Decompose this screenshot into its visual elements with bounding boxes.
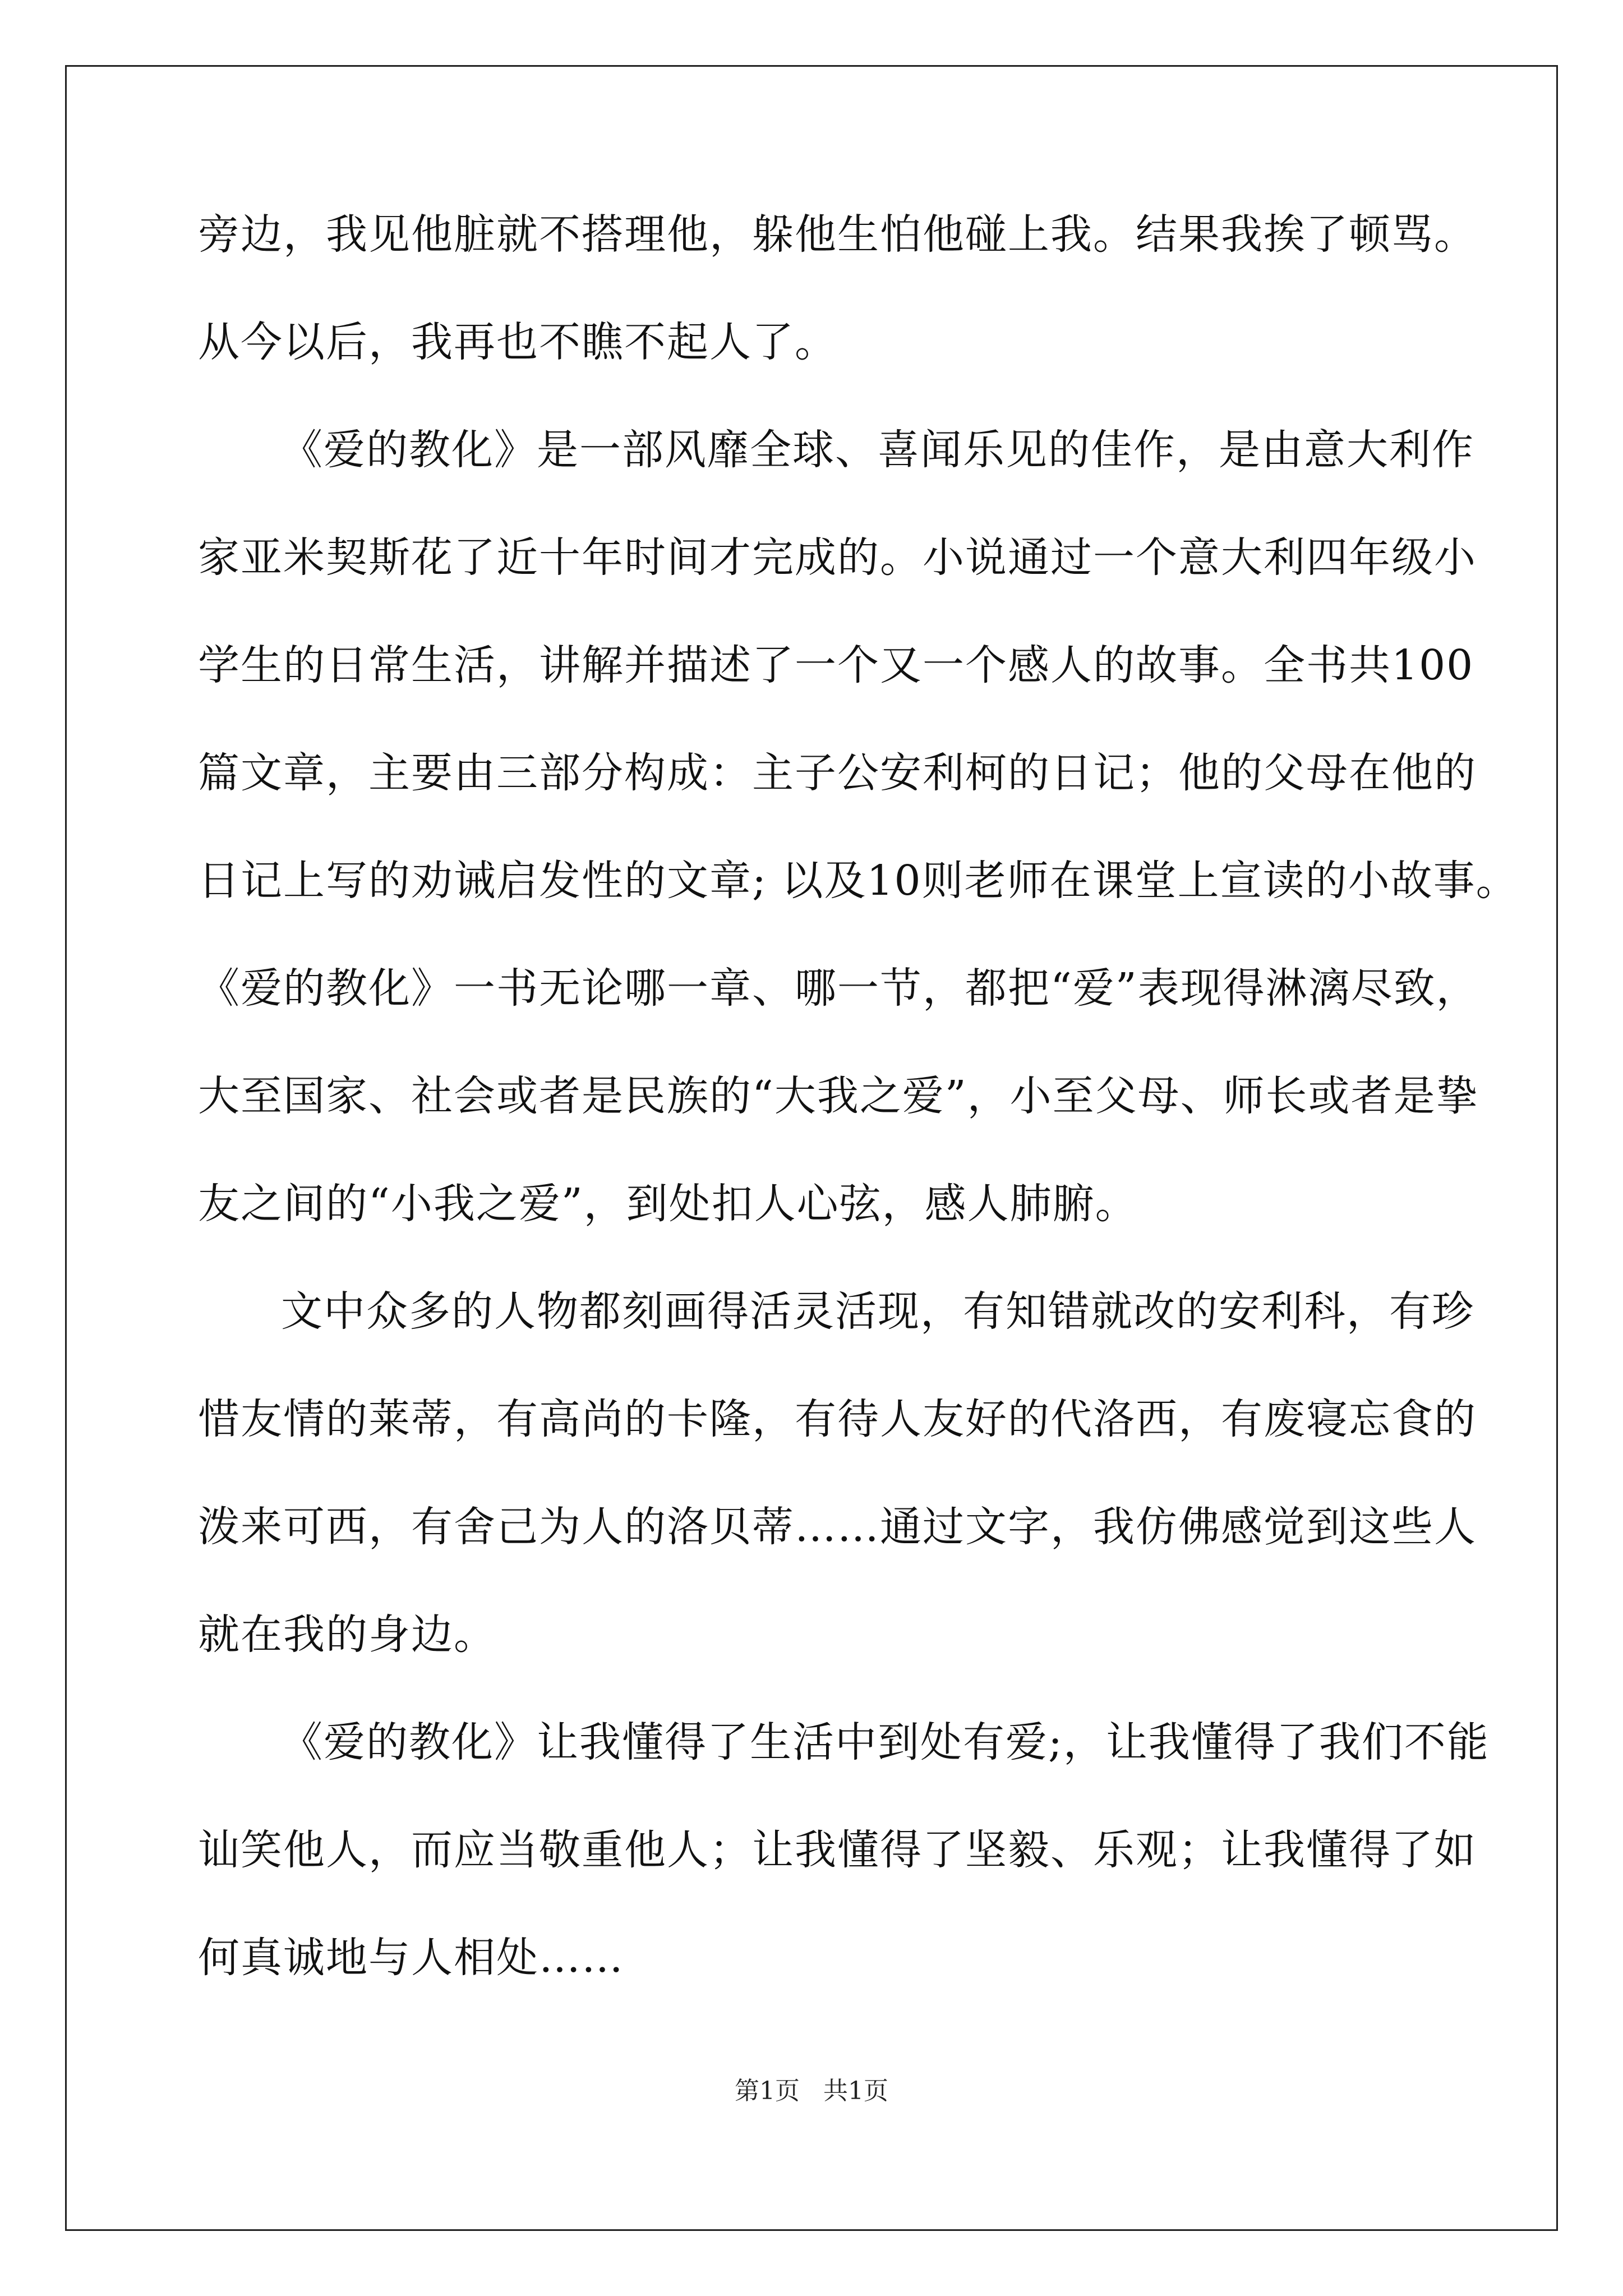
text-line: 《爱的教化》是一部风靡全球、喜闻乐见的佳作，是由意大利作 [281,426,1474,474]
text-line: 讪笑他人，而应当敬重他人；让我懂得了坚毅、乐观；让我懂得了如 [198,1826,1477,1874]
text-line: 日记上写的劝诫启发性的文章; 以及10则老师在课堂上宣读的小故事。 [198,857,1519,905]
text-line: 惜友情的莱蒂，有高尚的卡隆，有待人友好的代洛西，有废寝忘食的 [198,1395,1477,1443]
text-line: 学生的日常生活，讲解并描述了一个又一个感人的故事。全书共100 [198,641,1474,689]
text-line: 文中众多的人物都刻画得活灵活现，有知错就改的安利科，有珍 [281,1287,1474,1336]
page-number-footer: 第1页 共1页 [735,2077,888,2105]
text-line: 友之间的“小我之爱”，到处扣人心弦，感人肺腑。 [198,1180,1138,1228]
text-line: 大至国家、社会或者是民族的“大我之爱”，小至父母、师长或者是挚 [198,1072,1479,1120]
text-line: 从今以后，我再也不瞧不起人了。 [198,318,837,366]
text-line: 《爱的教化》让我懂得了生活中到处有爱;，让我懂得了我们不能 [281,1718,1490,1766]
text-line: 旁边，我见他脏就不搭理他，躲他生怕他碰上我。结果我挨了顿骂。 [198,210,1477,259]
text-line: 何真诚地与人相处…… [198,1934,624,1982]
text-line: 家亚米契斯花了近十年时间才完成的。小说通过一个意大利四年级小 [198,533,1477,582]
document-body [198,208,1519,1985]
text-line: 《爱的教化》一书无论哪一章、哪一节，都把“爱”表现得淋漓尽致， [198,964,1479,1013]
text-line: 篇文章，主要由三部分构成：主子公安利柯的日记；他的父母在他的 [198,749,1477,797]
text-line: 就在我的身边。 [198,1611,496,1659]
text-line: 泼来可西，有舍己为人的洛贝蒂……通过文字，我仿佛感觉到这些人 [198,1503,1477,1551]
